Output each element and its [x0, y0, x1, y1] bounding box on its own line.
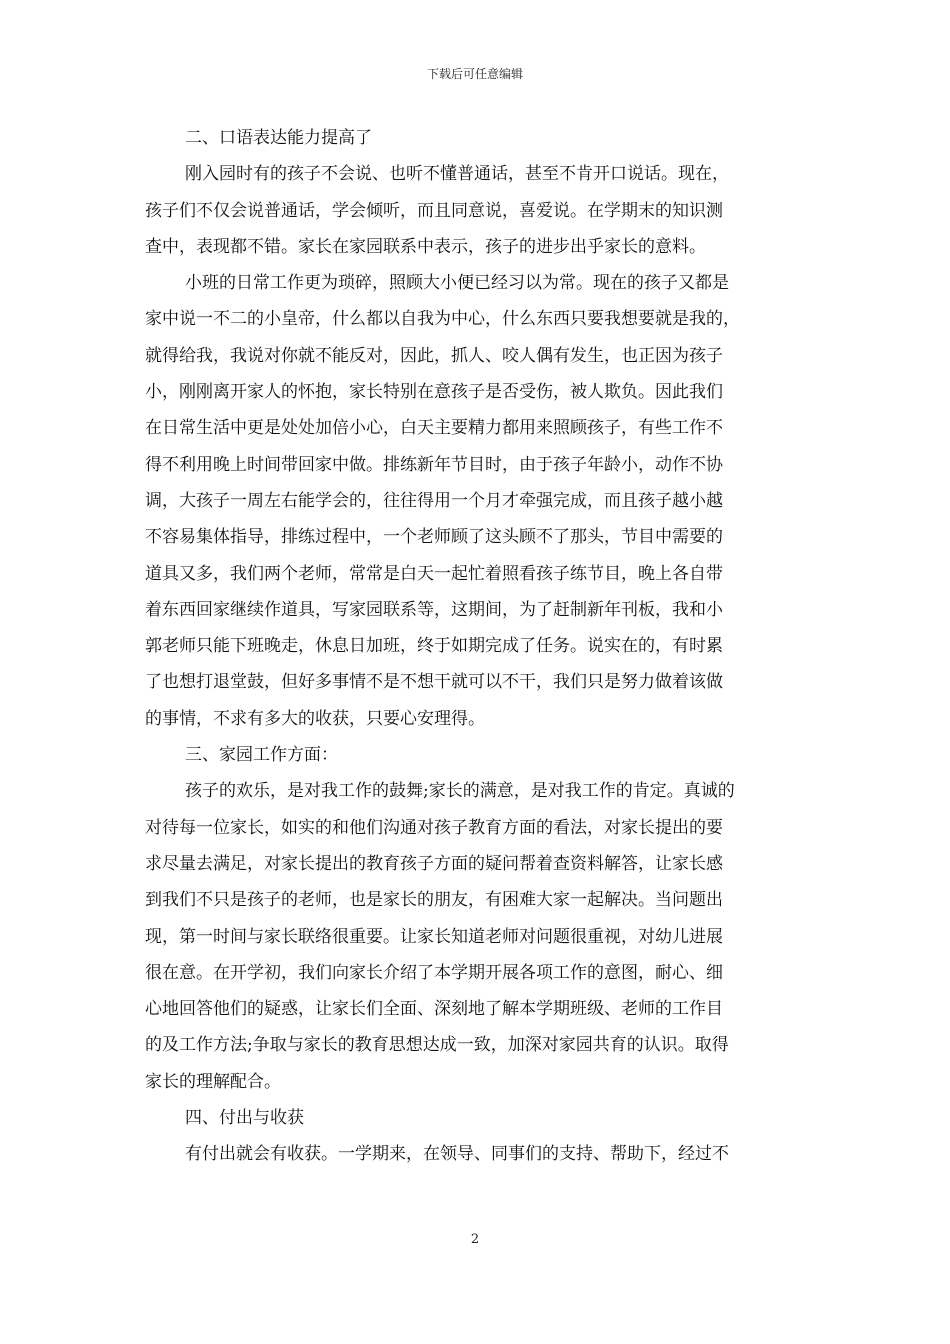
text-line: 心地回答他们的疑惑，让家长们全面、深刻地了解本学期班级、老师的工作目 [145, 999, 723, 1020]
page-number: 2 [470, 1232, 480, 1247]
text-line: 得不利用晚上时间带回家中做。排练新年节目时，由于孩子年龄小，动作不协 [145, 454, 723, 475]
text-line: 有付出就会有收获。一学期来，在领导、同事们的支持、帮助下，经过不 [185, 1144, 729, 1165]
text-line: 家长的理解配合。 [145, 1071, 281, 1092]
text-line: 调，大孩子一周左右能学会的，往往得用一个月才牵强完成，而且孩子越小越 [145, 490, 723, 511]
text-line: 现，第一时间与家长联络很重要。让家长知道老师对问题很重视，对幼儿进展 [145, 926, 723, 947]
text-line: 着东西回家继续作道具，写家园联系等，这期间，为了赶制新年刊板，我和小 [145, 599, 723, 620]
text-line: 在日常生活中更是处处加倍小心，白天主要精力都用来照顾孩子，有些工作不 [145, 418, 723, 439]
text-line: 了也想打退堂鼓，但好多事情不是不想干就可以不干，我们只是努力做着该做 [145, 672, 723, 693]
text-line: 查中，表现都不错。家长在家园联系中表示，孩子的进步出乎家长的意料。 [145, 236, 706, 257]
text-line: 就得给我，我说对你就不能反对，因此，抓人、咬人偶有发生，也正因为孩子 [145, 345, 723, 366]
text-line: 刚入园时有的孩子不会说、也听不懂普通话，甚至不肯开口说话。现在， [185, 164, 729, 185]
text-line: 二、口语表达能力提高了 [185, 128, 372, 148]
text-line: 道具又多，我们两个老师，常常是白天一起忙着照看孩子练节目，晚上各自带 [145, 563, 723, 584]
text-line: 对待每一位家长，如实的和他们沟通对孩子教育方面的看法，对家长提出的要 [145, 817, 723, 838]
page-header: 下载后可任意编辑 [426, 67, 523, 81]
text-line: 的事情，不求有多大的收获，只要心安理得。 [145, 708, 485, 729]
document-body [145, 120, 815, 1173]
text-line: 很在意。在开学初，我们向家长介绍了本学期开展各项工作的意图，耐心、细 [145, 962, 723, 983]
text-line: 小班的日常工作更为琐碎，照顾大小便已经习以为常。现在的孩子又都是 [185, 273, 729, 294]
text-line: 三、家园工作方面： [185, 745, 338, 766]
text-line: 的及工作方法;争取与家长的教育思想达成一致，加深对家园共育的认识。取得 [145, 1035, 729, 1056]
text-line: 四、付出与收获 [185, 1108, 304, 1129]
text-line: 孩子们不仅会说普通话，学会倾听，而且同意说，喜爱说。在学期末的知识测 [145, 200, 723, 221]
text-line: 郭老师只能下班晚走，休息日加班，终于如期完成了任务。说实在的，有时累 [145, 636, 723, 657]
text-line: 小，刚刚离开家人的怀抱，家长特别在意孩子是否受伤，被人欺负。因此我们 [145, 382, 723, 403]
text-line: 孩子的欢乐，是对我工作的鼓舞;家长的满意，是对我工作的肯定。真诚的 [185, 781, 735, 802]
text-line: 求尽量去满足，对家长提出的教育孩子方面的疑问帮着查资料解答，让家长感 [145, 853, 723, 874]
text-line: 到我们不只是孩子的老师，也是家长的朋友，有困难大家一起解决。当问题出 [145, 890, 723, 911]
text-line: 不容易集体指导，排练过程中，一个老师顾了这头顾不了那头，节目中需要的 [145, 527, 723, 548]
text-line: 家中说一不二的小皇帝，什么都以自我为中心，什么东西只要我想要就是我的， [145, 309, 740, 330]
